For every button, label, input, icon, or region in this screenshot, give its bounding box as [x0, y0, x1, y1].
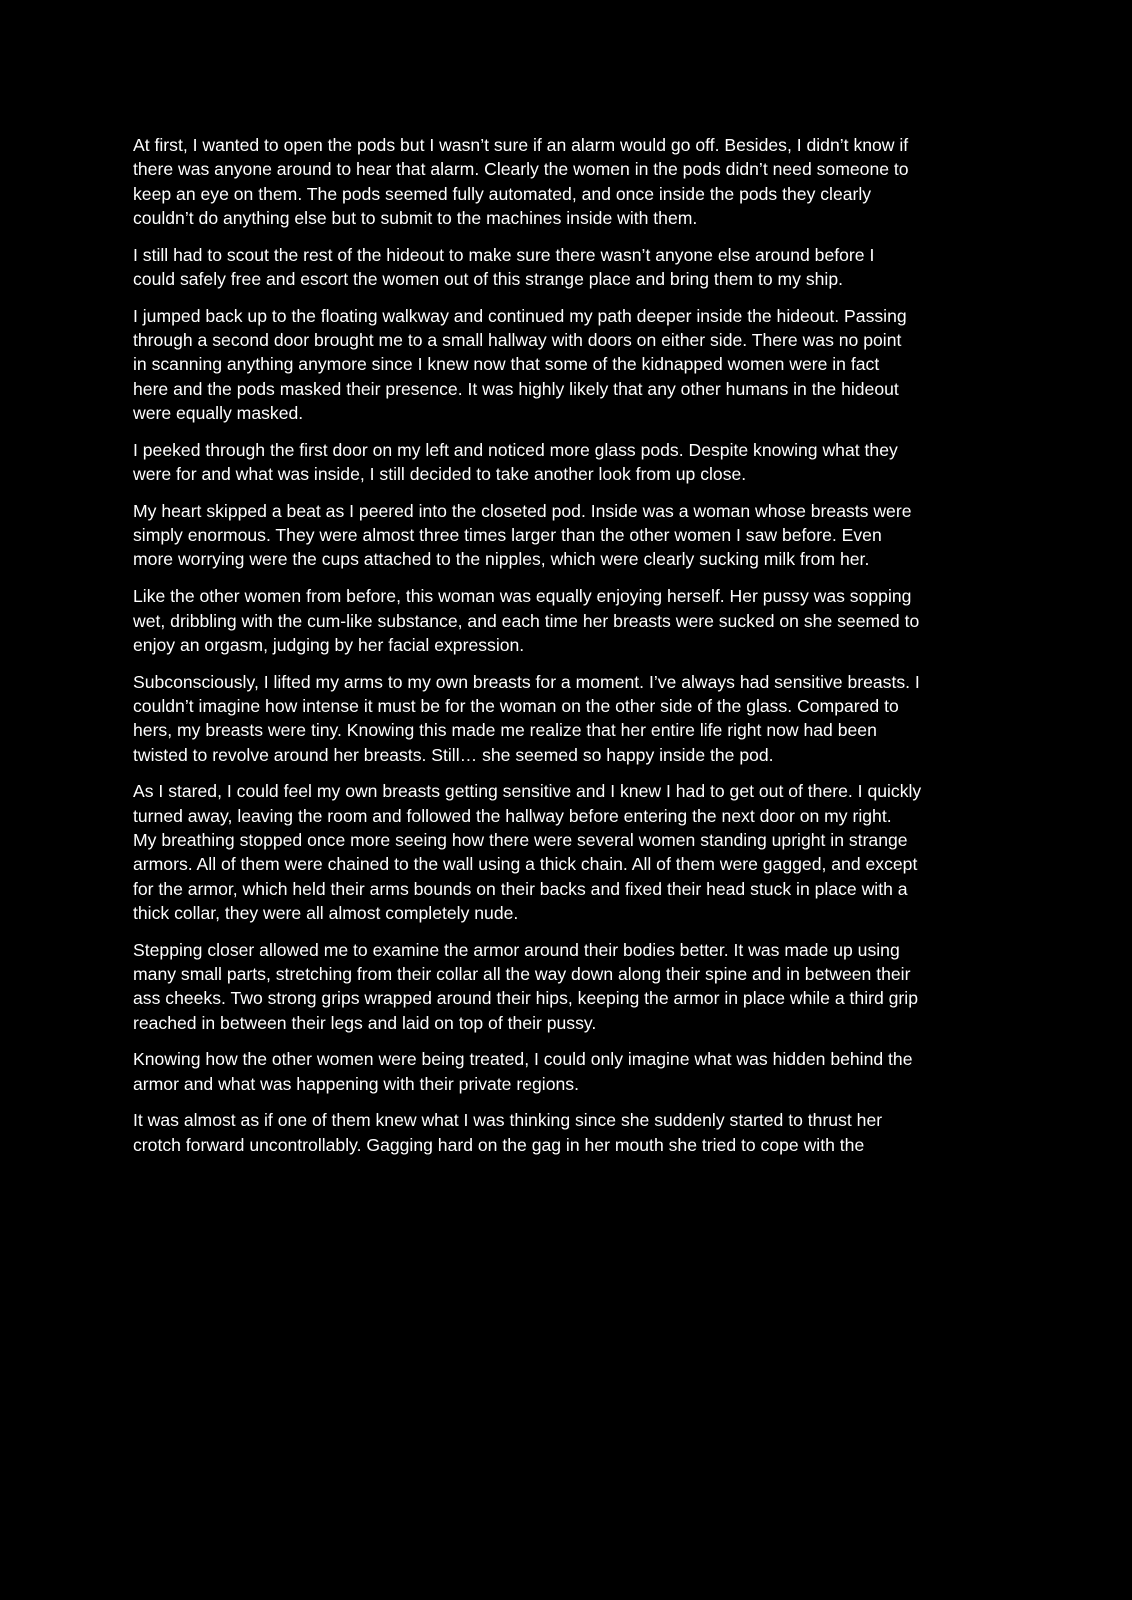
text-line: here and the pods masked their presence. It was highly likely that any other humans in the hideout	[133, 378, 899, 399]
text-line: armor and what was happening with their private regions.	[133, 1073, 579, 1094]
text-line: wet, dribbling with the cum-like substance, and each time her breasts were sucked on she seemed to	[133, 610, 920, 631]
text-line: were equally masked.	[133, 402, 304, 423]
text-line: couldn’t do anything else but to submit to the machines inside with them.	[133, 207, 698, 228]
text-line: enjoy an orgasm, judging by her facial expression.	[133, 634, 525, 655]
paragraph	[133, 938, 1013, 1035]
text-line: I still had to scout the rest of the hideout to make sure there wasn’t anyone else around before I	[133, 244, 875, 265]
text-line: Subconsciously, I lifted my arms to my own breasts for a moment. I’ve always had sensitive breasts. I	[133, 671, 920, 692]
text-line: thick collar, they were all almost completely nude.	[133, 902, 519, 923]
text-line: It was almost as if one of them knew what I was thinking since she suddenly started to thrust her	[133, 1110, 883, 1131]
text-line: there was anyone around to hear that alarm. Clearly the women in the pods didn’t need someone to	[133, 159, 909, 180]
text-line: reached in between their legs and laid on top of their pussy.	[133, 1012, 597, 1033]
text-line: I peeked through the first door on my left and noticed more glass pods. Despite knowing what they	[133, 439, 898, 460]
paragraph	[133, 438, 1013, 487]
text-line: hers, my breasts were tiny. Knowing this made me realize that her entire life right now had been	[133, 720, 877, 741]
paragraph	[133, 133, 1013, 230]
paragraph	[133, 779, 1013, 925]
paragraph	[133, 499, 1013, 572]
text-line: simply enormous. They were almost three times larger than the other women I saw before. Even	[133, 525, 882, 546]
text-line: Stepping closer allowed me to examine the armor around their bodies better. It was made up using	[133, 939, 900, 960]
paragraph	[133, 1047, 1013, 1096]
text-line: My heart skipped a beat as I peered into the closeted pod. Inside was a woman whose breasts were	[133, 500, 912, 521]
paragraph	[133, 304, 1013, 425]
text-line: more worrying were the cups attached to the nipples, which were clearly sucking milk from her.	[133, 549, 870, 570]
text-line: crotch forward uncontrollably. Gagging hard on the gag in her mouth she tried to cope with the	[133, 1134, 865, 1155]
paragraph	[133, 670, 1013, 767]
text-line: were for and what was inside, I still decided to take another look from up close.	[133, 464, 747, 485]
text-line: couldn’t imagine how intense it must be for the woman on the other side of the glass. Compared to	[133, 695, 899, 716]
text-line: As I stared, I could feel my own breasts getting sensitive and I knew I had to get out of there. I quickly	[133, 781, 922, 802]
text-line: could safely free and escort the women out of this strange place and bring them to my ship.	[133, 268, 844, 289]
text-line: through a second door brought me to a small hallway with doors on either side. There was no point	[133, 330, 902, 351]
document-page	[133, 133, 1013, 1169]
text-line: Like the other women from before, this woman was equally enjoying herself. Her pussy was sopping	[133, 586, 912, 607]
text-line: many small parts, stretching from their collar all the way down along their spine and in between their	[133, 963, 911, 984]
text-line: I jumped back up to the floating walkway and continued my path deeper inside the hideout. Passing	[133, 305, 907, 326]
text-line: twisted to revolve around her breasts. Still… she seemed so happy inside the pod.	[133, 744, 774, 765]
paragraph	[133, 243, 1013, 292]
text-line: turned away, leaving the room and followed the hallway before entering the next door on my right.	[133, 805, 892, 826]
text-line: armors. All of them were chained to the wall using a thick chain. All of them were gagged, and except	[133, 854, 918, 875]
text-line: in scanning anything anymore since I knew now that some of the kidnapped women were in fact	[133, 354, 880, 375]
paragraph	[133, 584, 1013, 657]
paragraph	[133, 1108, 1013, 1157]
text-line: ass cheeks. Two strong grips wrapped around their hips, keeping the armor in place while a third grip	[133, 988, 918, 1009]
text-line: At first, I wanted to open the pods but I wasn’t sure if an alarm would go off. Besides, I didn’t know if	[133, 135, 909, 155]
text-line: for the armor, which held their arms bounds on their backs and fixed their head stuck in place with a	[133, 878, 908, 899]
text-line: keep an eye on them. The pods seemed fully automated, and once inside the pods they clearly	[133, 183, 872, 204]
text-line: Knowing how the other women were being treated, I could only imagine what was hidden behind the	[133, 1049, 913, 1070]
text-line: My breathing stopped once more seeing how there were several women standing upright in strange	[133, 829, 908, 850]
